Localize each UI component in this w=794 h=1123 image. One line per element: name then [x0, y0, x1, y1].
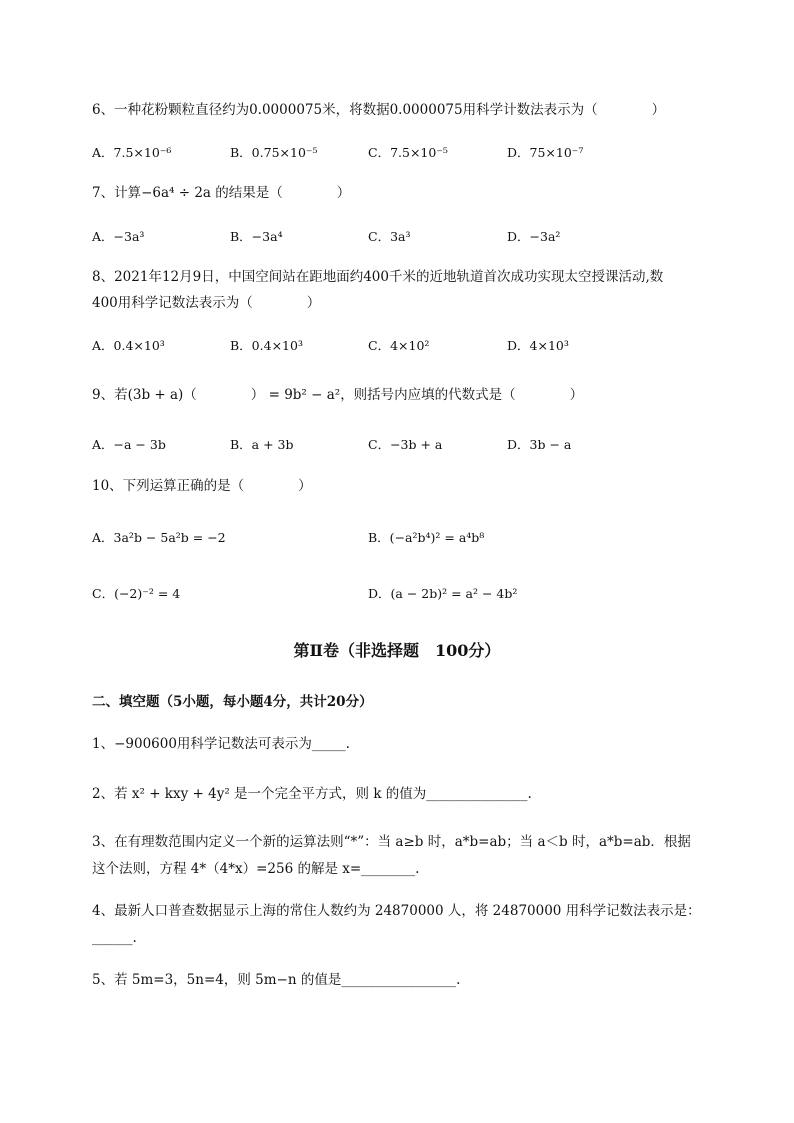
question-10-option-d: D．(a − 2b)² = a² − 4b² — [368, 586, 518, 601]
question-7-stem: 7、计算−6a⁴ ÷ 2a 的结果是（ ） — [92, 185, 351, 201]
fill-question-3-line-1: 3、在有理数范围内定义一个新的运算法则“*”：当 a≥b 时，a*b=ab；当 a＜b 时，a*b=ab．根据 — [92, 834, 691, 850]
question-10-option-a: A．3a²b − 5a²b = −2 — [92, 530, 226, 545]
question-8-stem-line-2: 400用科学记数法表示为（ ） — [92, 295, 321, 311]
question-10-option-b: B．(−a²b⁴)² = a⁴b⁸ — [368, 530, 485, 545]
fill-in-section-heading: 二、填空题（5小题，每小题4分，共计20分） — [92, 694, 373, 710]
question-7-option-d: D．−3a² — [507, 229, 561, 244]
question-9-option-d: D．3b − a — [507, 437, 572, 452]
fill-question-4-line-1: 4、最新人口普查数据显示上海的常住人数约为 24870000 人，将 24870000 用科学记数法表示是： — [92, 903, 701, 919]
fill-question-2: 2、若 x² + kxy + 4y² 是一个完全平方式，则 k 的值为_______________. — [92, 786, 532, 802]
part-2-title: 第Ⅱ卷（非选择题 100分） — [293, 641, 501, 660]
question-6-option-b: B．0.75×10⁻⁵ — [230, 145, 318, 160]
question-8-stem-line-1: 8、2021年12月9日，中国空间站在距地面约400千米的近地轨道首次成功实现太空授课活动,数 — [92, 269, 664, 285]
question-8-option-d: D．4×10³ — [507, 338, 569, 353]
question-6-stem: 6、一种花粉颗粒直径约为0.0000075米，将数据0.0000075用科学计数法表示为（ ） — [92, 102, 666, 118]
question-6-option-c: C．7.5×10⁻⁵ — [368, 145, 448, 160]
question-8-option-a: A．0.4×10³ — [92, 338, 165, 353]
question-9-option-b: B．a + 3b — [230, 437, 294, 452]
fill-question-4-line-2: ______. — [92, 930, 137, 946]
question-7-option-c: C．3a³ — [368, 229, 411, 244]
fill-question-3-line-2: 这个法则，方程 4*（4*x）=256 的解是 x=________. — [92, 861, 420, 877]
question-9-option-c: C．−3b + a — [368, 437, 443, 452]
question-10-option-c: C．(−2)⁻² = 4 — [92, 586, 181, 601]
fill-question-1: 1、−900600用科学记数法可表示为_____. — [92, 736, 350, 752]
question-7-option-b: B．−3a⁴ — [230, 229, 283, 244]
question-7-option-a: A．−3a³ — [92, 229, 145, 244]
question-6-option-a: A．7.5×10⁻⁶ — [92, 145, 172, 160]
question-8-option-c: C．4×10² — [368, 338, 430, 353]
fill-question-5: 5、若 5m=3，5n=4，则 5m−n 的值是_________________. — [92, 972, 461, 988]
question-6-option-d: D．75×10⁻⁷ — [507, 145, 584, 160]
question-9-stem: 9、若(3b + a)（ ） = 9b² − a²，则括号内应填的代数式是（ ） — [92, 387, 584, 403]
question-9-option-a: A．−a − 3b — [92, 437, 166, 452]
question-10-stem: 10、下列运算正确的是（ ） — [92, 478, 312, 494]
question-8-option-b: B．0.4×10³ — [230, 338, 303, 353]
